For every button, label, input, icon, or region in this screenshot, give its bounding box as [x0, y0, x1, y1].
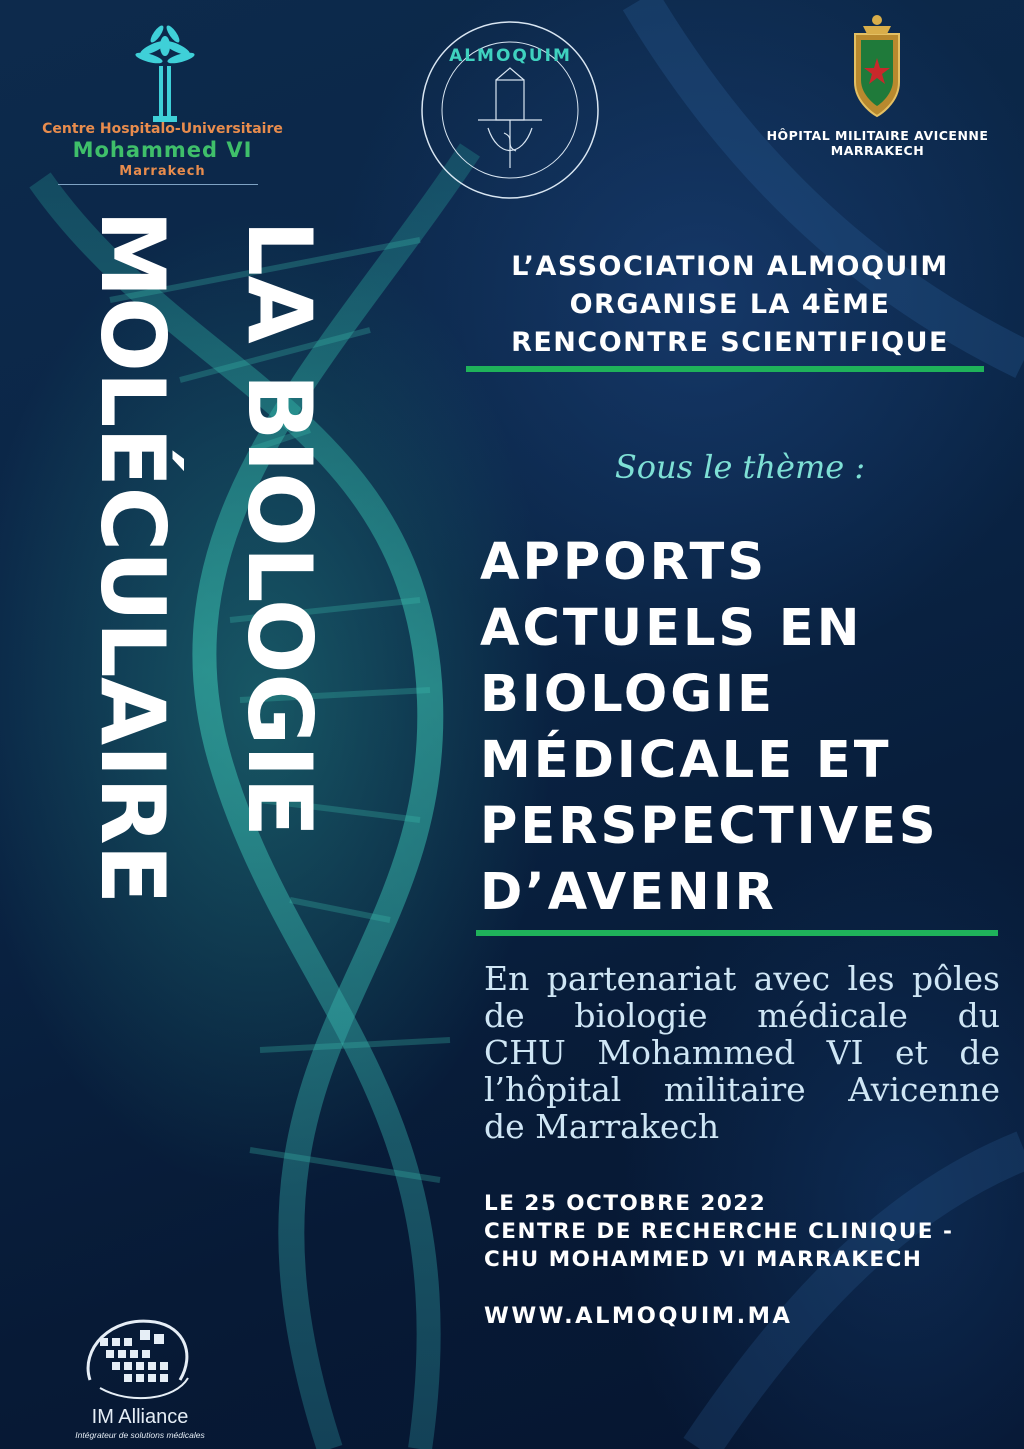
word: l’hôpital — [484, 1070, 622, 1109]
event-date: LE 25 OCTOBRE 2022 — [484, 1191, 767, 1216]
word: et — [895, 1033, 928, 1072]
chu-name-line3: Marrakech — [119, 164, 206, 179]
chu-logo — [40, 18, 285, 188]
hopital-militaire-logo — [760, 12, 995, 162]
theme-line5: PERSPECTIVES — [480, 797, 939, 856]
theme-line2: ACTUELS EN — [480, 599, 863, 658]
event-venue-line2: CHU MOHAMMED VI MARRAKECH — [484, 1247, 923, 1272]
word: CHU — [484, 1033, 566, 1072]
theme-line4: MÉDICALE ET — [480, 731, 892, 790]
event-venue-line1: CENTRE DE RECHERCHE CLINIQUE - — [484, 1219, 954, 1244]
word: de — [484, 996, 525, 1035]
website-link[interactable]: WWW.ALMOQUIM.MA — [484, 1303, 793, 1329]
im-alliance-emblem-icon — [60, 1310, 220, 1410]
im-alliance-logo — [60, 1310, 220, 1442]
word: biologie — [574, 996, 708, 1035]
vertical-title-line1: LA BIOLOGIE — [228, 220, 331, 837]
chu-name-line2: Mohammed VI — [72, 138, 253, 162]
organizer-line1: L’ASSOCIATION ALMOQUIM — [511, 251, 949, 282]
word: pôles — [911, 959, 1000, 998]
partnership-line5: de Marrakech — [484, 1107, 720, 1146]
crest-icon — [845, 12, 909, 120]
organizer-line3: RENCONTRE SCIENTIFIQUE — [511, 327, 949, 358]
word: médicale — [757, 996, 908, 1035]
partnership-line3 — [484, 1034, 1000, 1071]
theme-line3: BIOLOGIE — [480, 665, 775, 724]
theme-line6: D’AVENIR — [480, 863, 777, 922]
word: Avicenne — [848, 1070, 1000, 1109]
event-details — [484, 1190, 1004, 1274]
green-divider-top — [466, 366, 984, 372]
partnership-line4 — [484, 1071, 1000, 1108]
word: militaire — [663, 1070, 806, 1109]
partnership-line1 — [484, 960, 1000, 997]
organizer-heading — [470, 248, 990, 362]
word: du — [957, 996, 1000, 1035]
word: partenariat — [546, 959, 737, 998]
partnership-text — [484, 960, 1000, 1145]
word: VI — [826, 1033, 864, 1072]
partnership-line2 — [484, 997, 1000, 1034]
chu-divider — [58, 184, 258, 185]
word: avec — [753, 959, 831, 998]
vertical-title-line2: MOLÉCULAIRE — [81, 210, 184, 904]
almoquim-logo — [418, 18, 603, 203]
theme-intro: Sous le thème : — [614, 448, 866, 486]
theme-title — [480, 530, 1020, 926]
theme-line1: APPORTS — [480, 533, 768, 592]
im-alliance-name: IM Alliance — [91, 1406, 189, 1428]
ham-name-line2: MARRAKECH — [830, 143, 925, 158]
word: les — [847, 959, 895, 998]
ham-name-line1: HÔPITAL MILITAIRE AVICENNE — [766, 128, 989, 143]
green-divider-bottom — [476, 930, 998, 936]
word: de — [959, 1033, 1000, 1072]
almoquim-title: ALMOQUIM — [449, 46, 572, 66]
word: Mohammed — [597, 1033, 796, 1072]
palm-tree-icon — [135, 18, 195, 126]
organizer-line2: ORGANISE LA 4ÈME — [569, 289, 891, 320]
im-alliance-tagline: Intégrateur de solutions médicales — [75, 1430, 205, 1440]
word: En — [484, 959, 530, 998]
chu-name-line1: Centre Hospitalo-Universitaire — [42, 121, 283, 137]
